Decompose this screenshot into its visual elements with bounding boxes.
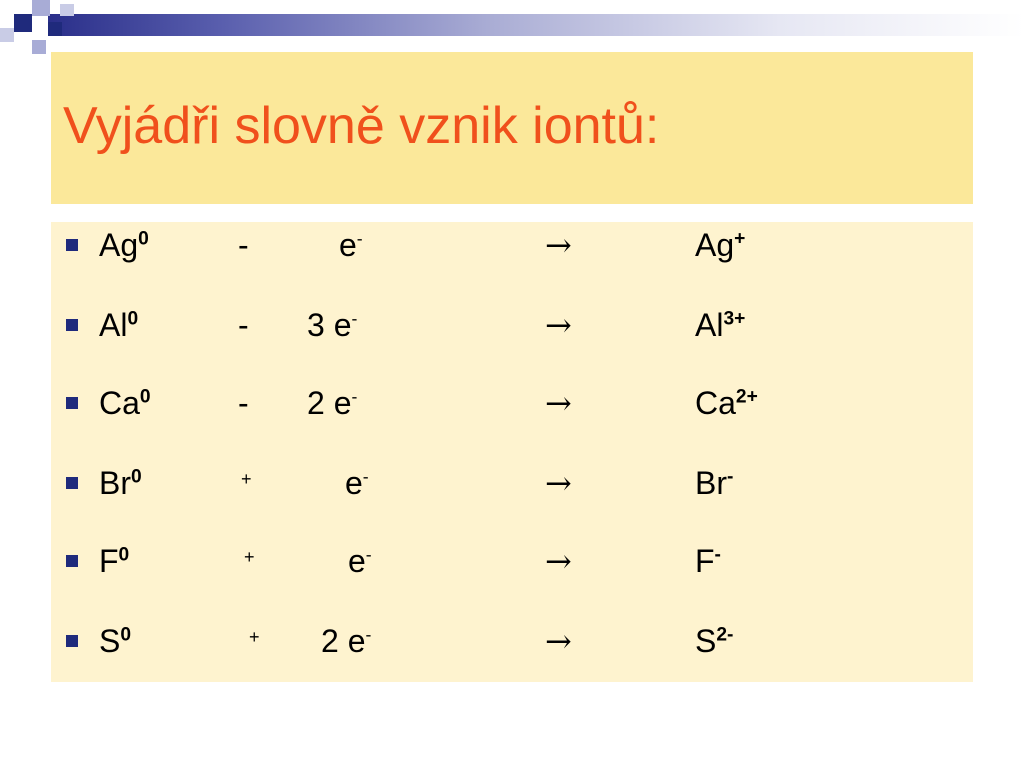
ion-charge: 2- [716,624,734,646]
ion-symbol: F [695,543,715,579]
arrow-icon: → [545,226,572,264]
atom-symbol: F [99,543,119,579]
ion-charge: 2+ [735,386,758,408]
electron-charge: - [351,308,358,329]
electrons [321,619,371,663]
ion-symbol: Br [695,465,727,501]
operator: - [238,227,249,263]
electron-charge: - [365,544,372,565]
ion-symbol: S [695,623,717,659]
electron-charge: - [351,386,358,407]
reaction-row [51,461,973,511]
atom-charge: 0 [118,544,130,566]
electrons [348,539,372,583]
ion [695,619,733,663]
reaction-row [51,381,973,431]
operator: - [238,307,249,343]
atom [99,303,138,347]
atom-symbol: Ag [99,227,139,263]
arrow-icon: → [545,622,572,660]
ion [695,381,758,425]
electron-count: e [339,227,357,263]
electrons [339,223,363,267]
ion [695,539,721,583]
reaction-row [51,303,973,353]
electron-charge: - [356,228,363,249]
content-area [51,222,973,682]
bullet-icon [66,397,78,409]
reaction-row [51,223,973,273]
reaction-row [51,539,973,589]
atom-symbol: Ca [99,385,140,421]
bullet-icon [66,555,78,567]
atom-charge: 0 [131,466,142,488]
arrow-icon: → [545,384,572,422]
atom-charge: 0 [139,386,151,408]
atom [99,619,131,663]
electrons [307,381,357,425]
atom [99,223,149,267]
ion-charge: + [734,228,746,250]
atom-symbol: S [99,623,121,659]
atom-charge: 0 [138,228,149,250]
operator: - [238,385,249,421]
electrons [307,303,357,347]
operator: + [241,469,252,489]
electron-charge: - [365,624,372,645]
reaction-row [51,619,973,669]
decor-square [14,14,32,32]
atom [99,461,142,505]
decor-square [32,0,50,16]
decor-square [32,40,46,54]
electron-count: e [348,543,366,579]
operator: + [244,547,255,567]
ion-charge: - [727,466,734,488]
decor-square [48,22,62,36]
electron-count: e [345,465,363,501]
title-area [51,52,973,204]
arrow-icon: → [545,306,572,344]
atom-symbol: Br [99,465,131,501]
ion [695,223,745,267]
operator: + [249,627,260,647]
ion-charge: - [714,544,721,566]
bullet-icon [66,319,78,331]
decor-square [0,28,14,42]
electron-count: 2 e [321,623,366,659]
atom [99,539,129,583]
electron-count: 2 e [307,385,352,421]
ion [695,303,745,347]
arrow-icon: → [545,464,572,502]
top-gradient-bar [48,14,1024,36]
bullet-icon [66,477,78,489]
electron-count: 3 e [307,307,352,343]
ion-symbol: Ca [695,385,736,421]
arrow-icon: → [545,542,572,580]
ion-symbol: Ag [695,227,735,263]
atom [99,381,151,425]
decor-square [60,4,74,16]
atom-symbol: Al [99,307,128,343]
bullet-icon [66,635,78,647]
electron-charge: - [362,466,369,487]
slide-title: Vyjádři slovně vznik iontů: [63,97,660,155]
bullet-icon [66,239,78,251]
ion-charge: 3+ [723,308,746,330]
ion [695,461,733,505]
atom-charge: 0 [120,624,132,646]
atom-charge: 0 [127,308,139,330]
electrons [345,461,369,505]
ion-symbol: Al [695,307,724,343]
